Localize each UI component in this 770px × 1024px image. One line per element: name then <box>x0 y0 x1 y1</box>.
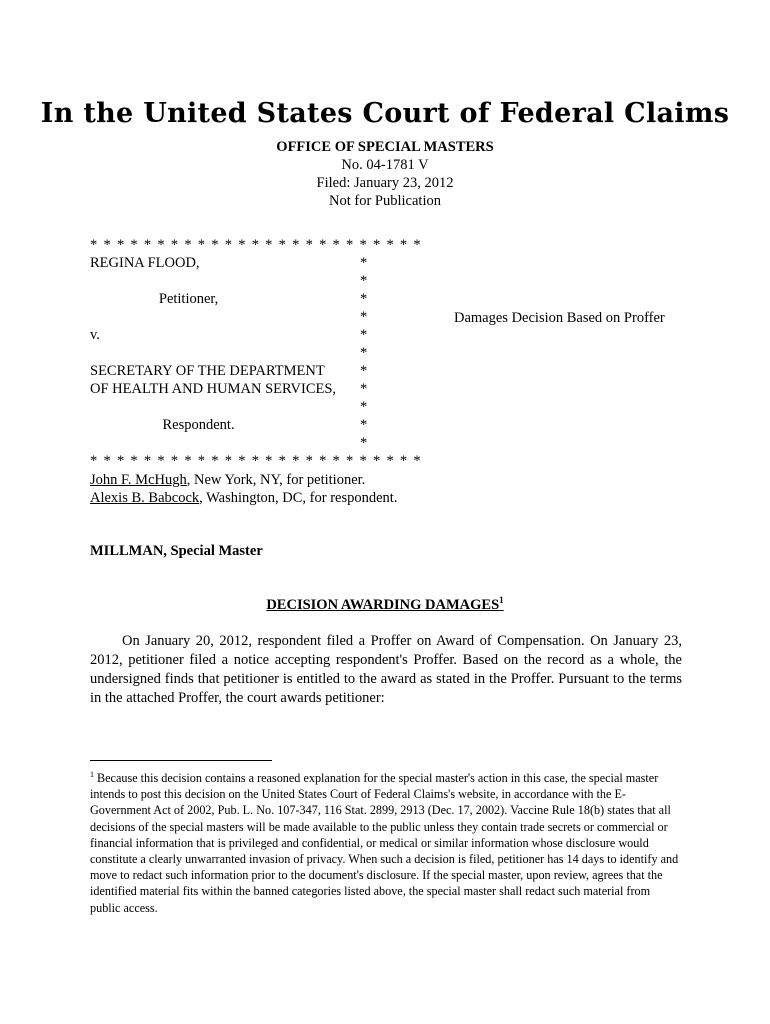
docket-number: No. 04-1781 V <box>341 157 429 173</box>
court-title: In the United States Court of Federal Claims <box>40 98 730 129</box>
caption-respondent-line-1: SECRETARY OF THE DEPARTMENT <box>90 363 325 379</box>
caption-petitioner-role: Petitioner, <box>90 291 219 307</box>
caption-star: * <box>360 435 368 451</box>
footnote <box>90 767 682 916</box>
decision-type-label: Damages Decision Based on Proffer <box>454 310 665 326</box>
caption-star: * <box>360 381 368 397</box>
caption-star: * <box>360 345 368 361</box>
respondent-counsel <box>90 489 397 507</box>
caption-star: * <box>360 273 368 289</box>
caption-stars-bottom: * * * * * * * * * * * * * * * * * * * * * * * * * <box>90 453 422 469</box>
petitioner-counsel-name: John F. McHugh <box>90 472 187 488</box>
respondent-counsel-name: Alexis B. Babcock <box>90 490 200 506</box>
footnote-reference: 1 <box>499 595 504 605</box>
caption-star: * <box>360 255 368 271</box>
caption-respondent-role: Respondent. <box>90 417 235 433</box>
decision-body-paragraph: On January 20, 2012, respondent filed a Proffer on Award of Compensation. On January 23, 2012, petitioner filed a notice accepting respondent's Proffer. Based on the record as a whole, the undersigned finds that petitioner is entitled to the award as stated in the Proffer. Pursuant to the terms in the attached Proffer, the court awards petitioner: <box>90 633 682 706</box>
footnote-number: 1 <box>90 770 94 779</box>
caption-star: * <box>360 327 368 343</box>
footnote-text: Because this decision contains a reasoned explanation for the special master's action in this case, the special master intends to post this decision on the United States Court of Federal Claims's website, in accordance with the E-Government Act of 2002, Pub. L. No. 107-347, 116 Stat. 2899, 2913 (Dec. 17, 2002). Vaccine Rule 18(b) states that all decisions of the special masters will be made available to the public unless they contain trade secrets or commercial or financial information that is privileged and confidential, or medical or similar information whose disclosure would constitute a clearly unwarranted invasion of privacy. When such a decision is filed, petitioner has 14 days to identify and move to redact such information prior to the document's disclosure. If the special master, upon review, agrees that the identified material fits within the banned categories listed above, the special master shall redact such material from public access. <box>90 771 679 915</box>
decision-heading <box>0 595 770 614</box>
caption-star: * <box>360 309 368 325</box>
respondent-counsel-detail: , Washington, DC, for respondent. <box>199 490 398 506</box>
caption-versus: v. <box>90 327 100 343</box>
caption-star: * <box>360 291 368 307</box>
caption-stars-top: * * * * * * * * * * * * * * * * * * * * * * * * * <box>90 237 422 253</box>
caption-star: * <box>360 417 368 433</box>
caption-star: * <box>360 399 368 415</box>
footnote-divider <box>90 760 272 761</box>
petitioner-counsel-detail: , New York, NY, for petitioner. <box>186 472 366 488</box>
petitioner-counsel <box>90 471 365 489</box>
caption-party-petitioner-name: REGINA FLOOD, <box>90 255 200 271</box>
publication-status: Not for Publication <box>329 193 441 209</box>
office-name: OFFICE OF SPECIAL MASTERS <box>276 139 494 155</box>
caption-star: * <box>360 363 368 379</box>
filed-date: Filed: January 23, 2012 <box>316 175 454 191</box>
special-master-name: MILLMAN, Special Master <box>90 543 263 559</box>
decision-heading-text: DECISION AWARDING DAMAGES <box>266 596 500 613</box>
caption-respondent-line-2: OF HEALTH AND HUMAN SERVICES, <box>90 381 337 397</box>
